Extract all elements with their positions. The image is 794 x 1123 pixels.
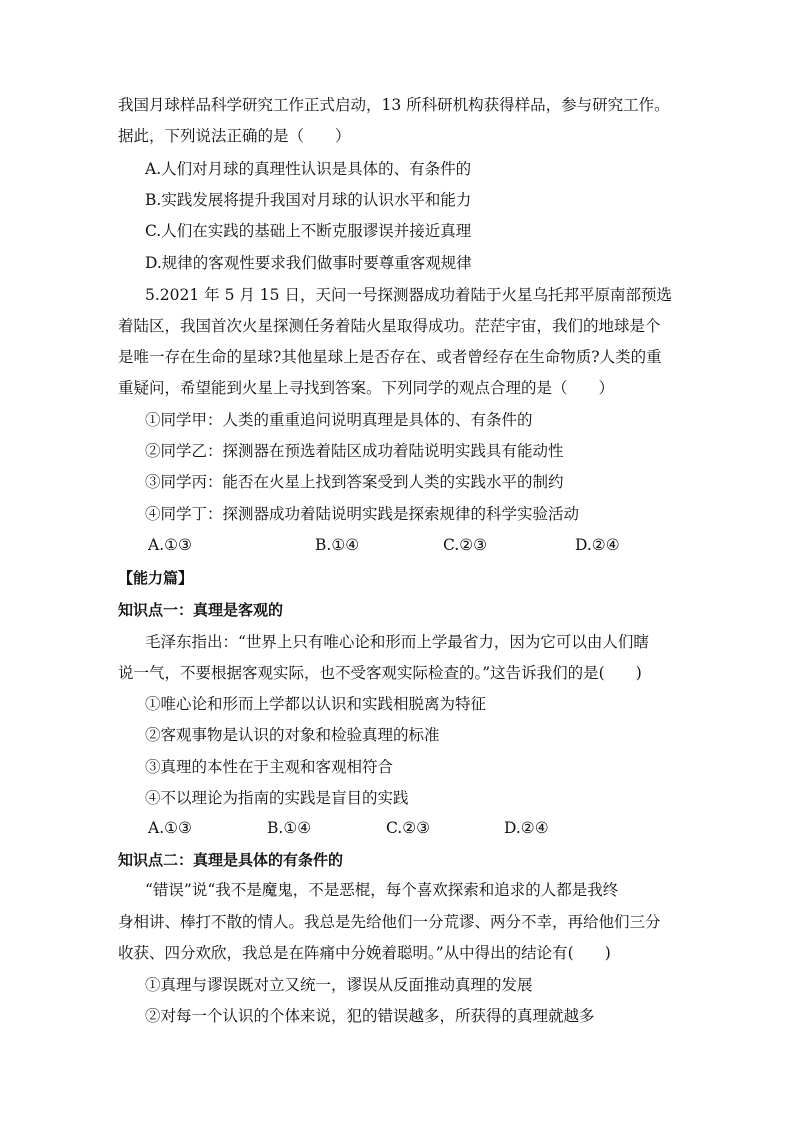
q5-text-line-4: 重疑问，希望能到火星上寻找到答案。下列同学的观点合理的是（ ） [118,379,615,397]
q5-choice-a: A.①③ [148,536,192,554]
q4-option-a: A.人们对月球的真理性认识是具体的、有条件的 [145,160,472,178]
kp1-statement-4: ④不以理论为指南的实践是盲目的实践 [145,789,409,807]
q4-option-d: D.规律的客观性要求我们做事时要尊重客观规律 [145,254,472,272]
q5-choice-c: C.②③ [443,536,488,554]
kp1-choice-a: A.①③ [148,819,192,837]
kp2-text-line-2: 身相讲、棒打不散的情人。我总是先给他们一分荒谬、两分不幸，再给他们三分 [118,913,661,931]
kp1-statement-3: ③真理的本性在于主观和客观相符合 [145,758,394,776]
q5-statement-1: ①同学甲：人类的重重追问说明真理是具体的、有条件的 [145,411,533,429]
q5-text-line-1: 5.2021 年 5 月 15 日，天问一号探测器成功着陆于火星乌托邦平原南部预选 [145,286,672,304]
q4-option-b: B.实践发展将提升我国对月球的认识水平和能力 [145,191,472,209]
kp1-text-line-1: 毛泽东指出：“世界上只有唯心论和形而上学最省力，因为它可以由人们瞎 [145,633,649,651]
kp2-title: 知识点二：真理是具体的有条件的 [118,851,344,869]
kp2-text-line-3: 收获、四分欢欣，我总是在阵痛中分娩着聪明。”从中得出的结论有( ) [118,944,611,962]
q5-statement-2: ②同学乙：探测器在预选着陆区成功着陆说明实践具有能动性 [145,442,564,460]
section-heading: 【能力篇】 [118,569,194,587]
q5-choice-d: D.②④ [575,536,620,554]
kp1-statement-2: ②客观事物是认识的对象和检验真理的标准 [145,726,440,744]
q5-statement-3: ③同学丙：能否在火星上找到答案受到人类的实践水平的制约 [145,473,564,491]
kp1-title: 知识点一：真理是客观的 [118,601,284,619]
kp1-choice-b: B.①④ [267,819,312,837]
q5-statement-4: ④同学丁：探测器成功着陆说明实践是探索规律的科学实验活动 [145,505,580,523]
kp2-text-line-1: “错误”说“我不是魔鬼，不是恶棍，每个喜欢探索和追求的人都是我终 [145,881,619,899]
kp1-choice-d: D.②④ [504,819,549,837]
q4-text-line-2: 据此，下列说法正确的是（ ） [118,127,351,145]
q5-text-line-3: 是唯一存在生命的星球?其他星球上是否存在、或者曾经存在生命物质?人类的重 [118,348,662,366]
q5-choice-b: B.①④ [315,536,360,554]
kp1-text-line-2: 说一气，不要根据客观实际，也不受客观实际检查的。”这告诉我们的是( ) [118,664,642,682]
q4-text-line-1: 我国月球样品科学研究工作正式启动，13 所科研机构获得样品，参与研究工作。 [118,96,670,114]
kp1-choice-c: C.②③ [386,819,431,837]
q4-option-c: C.人们在实践的基础上不断克服谬误并接近真理 [145,222,472,240]
q5-text-line-2: 着陆区，我国首次火星探测任务着陆火星取得成功。茫茫宇宙，我们的地球是个 [118,317,661,335]
kp1-statement-1: ①唯心论和形而上学都以认识和实践相脱离为特征 [145,695,487,713]
kp2-statement-1: ①真理与谬误既对立又统一，谬误从反面推动真理的发展 [145,976,533,994]
kp2-statement-2: ②对每一个认识的个体来说，犯的错误越多，所获得的真理就越多 [145,1007,595,1025]
